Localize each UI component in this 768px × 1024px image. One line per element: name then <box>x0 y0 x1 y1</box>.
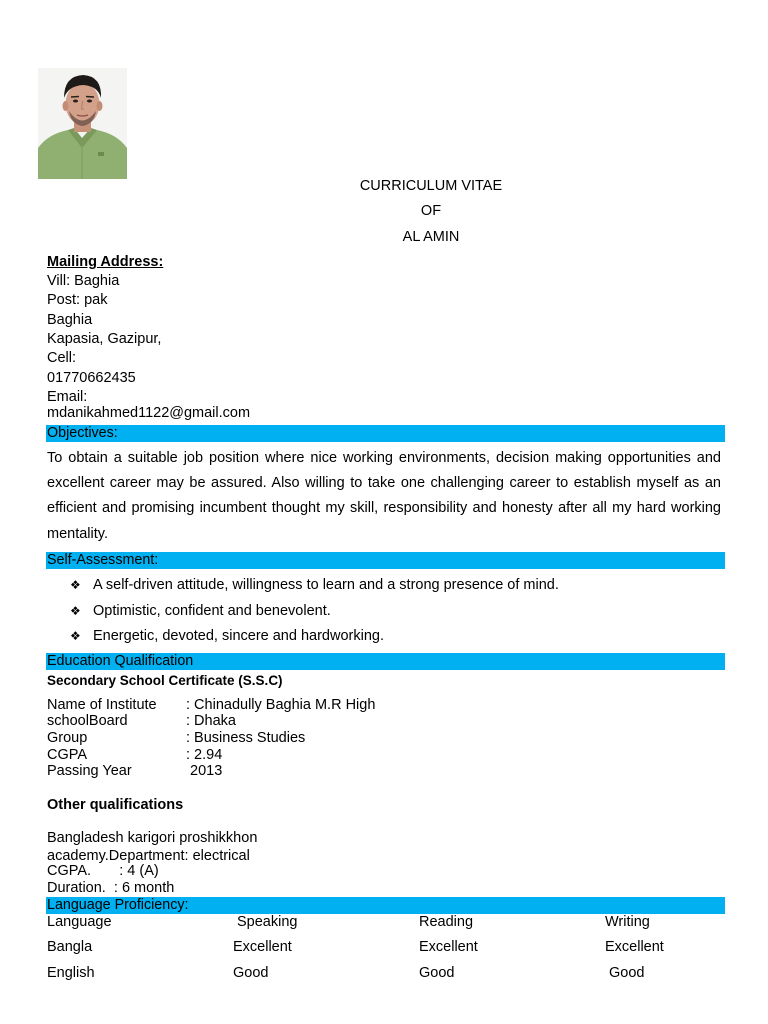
table-cell: Bangla <box>47 939 93 955</box>
list-item <box>70 577 559 593</box>
edu-value: 2013 <box>190 763 223 779</box>
list-item-text: A self-driven attitude, willingness to learn and a strong presence of mind. <box>93 577 559 593</box>
objectives-text: To obtain a suitable job position where nice working environments, decision making opportunities and excellent career may be assured. Also willing to take one challenging career to establish myself as an efficient and promising incumbent thought my skill, responsibility and honesty after all my hard working mentality. <box>47 450 721 542</box>
table-header-cell: Reading <box>419 914 474 930</box>
title-curriculum-vitae: CURRICULUM VITAE <box>359 178 503 194</box>
list-item <box>70 603 331 619</box>
profile-photo <box>38 68 127 179</box>
title-of: OF <box>420 203 442 219</box>
edu-value: : 2.94 <box>186 747 223 763</box>
mailing-line: Email: <box>47 389 88 405</box>
other-line: academy.Department: electrical <box>47 848 250 864</box>
mailing-address-heading: Mailing Address: <box>47 254 164 270</box>
ssc-subheading: Secondary School Certificate (S.S.C) <box>47 673 283 688</box>
mailing-phone: 01770662435 <box>47 370 136 386</box>
mailing-line: Kapasia, Gazipur, <box>47 331 162 347</box>
profile-photo-drawing <box>38 68 127 179</box>
objectives-heading: Objectives: <box>46 425 725 442</box>
bullet-diamond-icon: ❖ <box>70 604 81 618</box>
edu-label: CGPA <box>47 747 88 763</box>
table-cell: Good <box>419 965 455 981</box>
table-header-cell: Writing <box>605 914 650 930</box>
bullet-diamond-icon: ❖ <box>70 578 81 592</box>
other-line: Duration. : 6 month <box>47 880 175 896</box>
mailing-line: Cell: <box>47 350 77 366</box>
edu-value: : Business Studies <box>186 730 306 746</box>
other-line: Bangladesh karigori proshikkhon <box>47 830 258 846</box>
table-cell: English <box>47 965 95 981</box>
other-qualifications-heading: Other qualifications <box>47 797 184 813</box>
list-item-text: Optimistic, confident and benevolent. <box>93 603 331 619</box>
table-cell: Excellent <box>419 939 478 955</box>
edu-label: Group <box>47 730 88 746</box>
other-line: CGPA. : 4 (A) <box>47 863 159 879</box>
edu-label: schoolBoard <box>47 713 128 729</box>
table-cell: Good <box>609 965 645 981</box>
table-cell: Excellent <box>233 939 292 955</box>
edu-label: Name of Institute <box>47 697 157 713</box>
mailing-line: Vill: Baghia <box>47 273 120 289</box>
table-cell: Good <box>233 965 269 981</box>
table-header-cell: Speaking <box>237 914 298 930</box>
mailing-email: mdanikahmed1122@gmail.com <box>47 405 251 421</box>
edu-label: Passing Year <box>47 763 132 779</box>
bullet-diamond-icon: ❖ <box>70 629 81 643</box>
edu-value: : Dhaka <box>186 713 236 729</box>
list-item <box>70 628 384 644</box>
list-item-text: Energetic, devoted, sincere and hardworking. <box>93 628 384 644</box>
mailing-line: Post: pak <box>47 292 108 308</box>
self-assessment-heading: Self-Assessment: <box>46 552 725 569</box>
mailing-line: Baghia <box>47 312 93 328</box>
education-heading: Education Qualification <box>46 653 725 670</box>
edu-value: : Chinadully Baghia M.R High <box>186 697 376 713</box>
title-name: AL AMIN <box>402 229 460 245</box>
table-header-cell: Language <box>47 914 112 930</box>
table-cell: Excellent <box>605 939 664 955</box>
language-heading: Language Proficiency: <box>46 897 725 914</box>
